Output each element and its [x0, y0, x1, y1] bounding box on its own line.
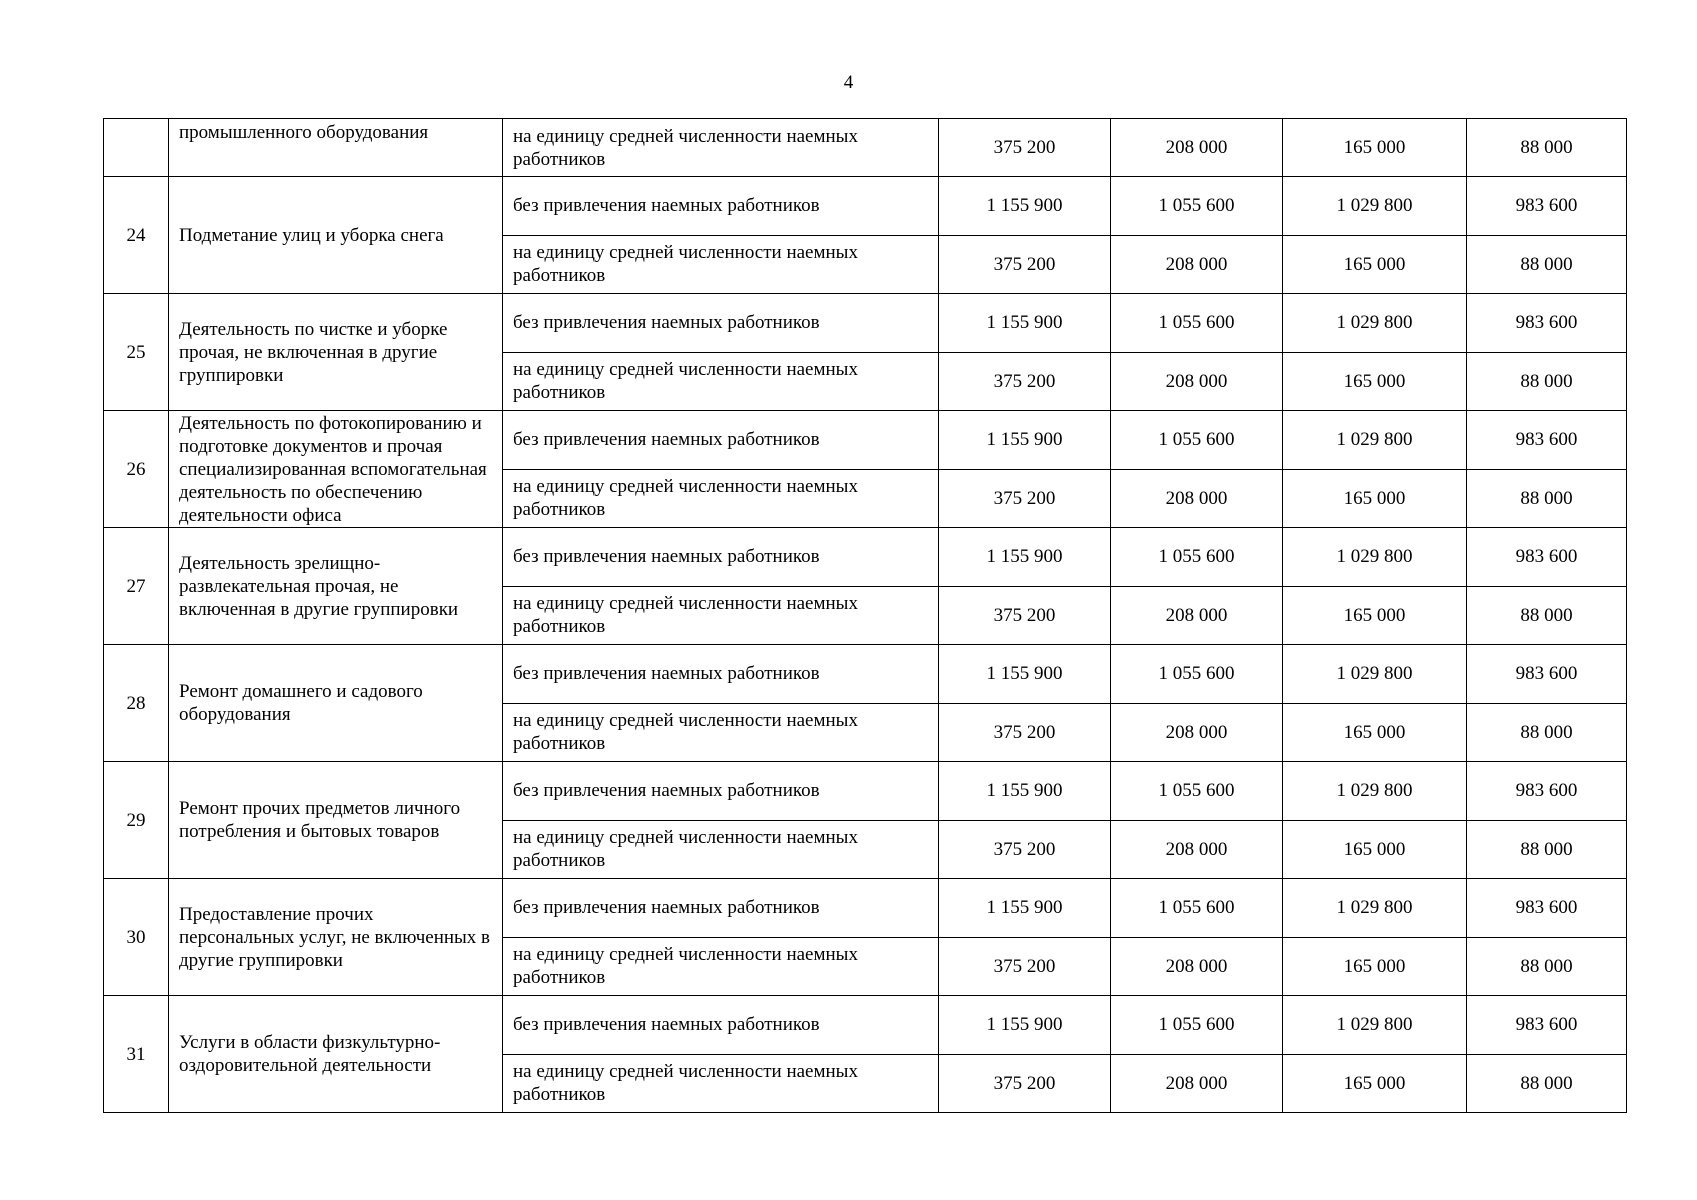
value-cell: 1 155 900 [939, 528, 1111, 587]
value-cell: 1 029 800 [1283, 528, 1467, 587]
value-cell: 983 600 [1467, 645, 1627, 704]
value-cell: 983 600 [1467, 879, 1627, 938]
value-cell: 983 600 [1467, 411, 1627, 470]
value-cell: 1 029 800 [1283, 411, 1467, 470]
value-cell: 208 000 [1111, 469, 1283, 528]
table-row [104, 294, 1627, 353]
activity-cell: Деятельность по фотокопированию и подготовке документов и прочая специализированная вспомогательная деятельность по обеспечению деятельности офиса [169, 411, 503, 528]
activity-cell: промышленного оборудования [169, 119, 503, 177]
table-row [104, 996, 1627, 1055]
value-cell: 1 029 800 [1283, 762, 1467, 821]
value-cell: 1 155 900 [939, 996, 1111, 1055]
value-cell: 165 000 [1283, 469, 1467, 528]
value-cell: 1 029 800 [1283, 294, 1467, 353]
condition-cell: на единицу средней численности наемных работников [503, 235, 939, 294]
value-cell: 165 000 [1283, 937, 1467, 996]
value-cell: 88 000 [1467, 469, 1627, 528]
condition-cell: на единицу средней численности наемных работников [503, 1054, 939, 1113]
condition-cell: без привлечения наемных работников [503, 294, 939, 353]
condition-cell: на единицу средней численности наемных работников [503, 586, 939, 645]
row-number-cell: 26 [104, 411, 169, 528]
row-number-cell: 29 [104, 762, 169, 879]
value-cell: 208 000 [1111, 937, 1283, 996]
condition-cell: без привлечения наемных работников [503, 411, 939, 470]
value-cell: 375 200 [939, 235, 1111, 294]
tariff-table [103, 118, 1627, 1113]
value-cell: 1 055 600 [1111, 645, 1283, 704]
value-cell: 1 029 800 [1283, 879, 1467, 938]
value-cell: 165 000 [1283, 1054, 1467, 1113]
value-cell: 1 029 800 [1283, 645, 1467, 704]
value-cell: 208 000 [1111, 1054, 1283, 1113]
value-cell: 983 600 [1467, 294, 1627, 353]
value-cell: 88 000 [1467, 1054, 1627, 1113]
value-cell: 1 155 900 [939, 879, 1111, 938]
table-row [104, 879, 1627, 938]
table-row [104, 645, 1627, 704]
activity-cell: Ремонт домашнего и садового оборудования [169, 645, 503, 762]
value-cell: 375 200 [939, 586, 1111, 645]
value-cell: 1 055 600 [1111, 294, 1283, 353]
value-cell: 1 155 900 [939, 645, 1111, 704]
value-cell: 165 000 [1283, 352, 1467, 411]
value-cell: 88 000 [1467, 352, 1627, 411]
value-cell: 88 000 [1467, 119, 1627, 177]
value-cell: 983 600 [1467, 528, 1627, 587]
value-cell: 165 000 [1283, 586, 1467, 645]
value-cell: 208 000 [1111, 119, 1283, 177]
condition-cell: без привлечения наемных работников [503, 879, 939, 938]
value-cell: 1 155 900 [939, 411, 1111, 470]
activity-cell: Услуги в области физкультурно-оздоровительной деятельности [169, 996, 503, 1113]
value-cell: 1 155 900 [939, 177, 1111, 236]
value-cell: 208 000 [1111, 235, 1283, 294]
row-number-cell: 27 [104, 528, 169, 645]
value-cell: 983 600 [1467, 996, 1627, 1055]
value-cell: 88 000 [1467, 703, 1627, 762]
activity-cell: Ремонт прочих предметов личного потребления и бытовых товаров [169, 762, 503, 879]
condition-cell: на единицу средней численности наемных работников [503, 820, 939, 879]
table-row [104, 528, 1627, 587]
value-cell: 375 200 [939, 703, 1111, 762]
table-row [104, 177, 1627, 236]
value-cell: 1 055 600 [1111, 879, 1283, 938]
value-cell: 375 200 [939, 119, 1111, 177]
value-cell: 1 029 800 [1283, 996, 1467, 1055]
value-cell: 88 000 [1467, 820, 1627, 879]
row-number-cell: 25 [104, 294, 169, 411]
value-cell: 165 000 [1283, 235, 1467, 294]
row-number-cell: 24 [104, 177, 169, 294]
value-cell: 165 000 [1283, 820, 1467, 879]
value-cell: 88 000 [1467, 586, 1627, 645]
condition-cell: без привлечения наемных работников [503, 645, 939, 704]
condition-cell: на единицу средней численности наемных работников [503, 469, 939, 528]
value-cell: 1 055 600 [1111, 411, 1283, 470]
value-cell: 88 000 [1467, 937, 1627, 996]
value-cell: 165 000 [1283, 119, 1467, 177]
value-cell: 375 200 [939, 469, 1111, 528]
row-number-cell: 31 [104, 996, 169, 1113]
value-cell: 1 055 600 [1111, 528, 1283, 587]
value-cell: 983 600 [1467, 762, 1627, 821]
activity-cell: Деятельность зрелищно-развлекательная прочая, не включенная в другие группировки [169, 528, 503, 645]
value-cell: 88 000 [1467, 235, 1627, 294]
page-number: 4 [843, 72, 854, 93]
value-cell: 375 200 [939, 352, 1111, 411]
row-number-cell [104, 119, 169, 177]
value-cell: 1 055 600 [1111, 762, 1283, 821]
condition-cell: на единицу средней численности наемных работников [503, 703, 939, 762]
condition-cell: на единицу средней численности наемных работников [503, 937, 939, 996]
row-number-cell: 28 [104, 645, 169, 762]
value-cell: 375 200 [939, 937, 1111, 996]
condition-cell: без привлечения наемных работников [503, 762, 939, 821]
condition-cell: без привлечения наемных работников [503, 996, 939, 1055]
condition-cell: без привлечения наемных работников [503, 177, 939, 236]
activity-cell: Подметание улиц и уборка снега [169, 177, 503, 294]
value-cell: 375 200 [939, 1054, 1111, 1113]
value-cell: 1 055 600 [1111, 996, 1283, 1055]
activity-cell: Деятельность по чистке и уборке прочая, не включенная в другие группировки [169, 294, 503, 411]
table-row-continuation [104, 119, 1627, 177]
table-row [104, 411, 1627, 470]
condition-cell: без привлечения наемных работников [503, 528, 939, 587]
value-cell: 1 155 900 [939, 294, 1111, 353]
value-cell: 165 000 [1283, 703, 1467, 762]
row-number-cell: 30 [104, 879, 169, 996]
activity-cell: Предоставление прочих персональных услуг, не включенных в другие группировки [169, 879, 503, 996]
condition-cell: на единицу средней численности наемных работников [503, 352, 939, 411]
value-cell: 1 055 600 [1111, 177, 1283, 236]
condition-cell: на единицу средней численности наемных работников [503, 119, 939, 177]
value-cell: 1 029 800 [1283, 177, 1467, 236]
value-cell: 208 000 [1111, 703, 1283, 762]
value-cell: 208 000 [1111, 586, 1283, 645]
value-cell: 375 200 [939, 820, 1111, 879]
value-cell: 983 600 [1467, 177, 1627, 236]
value-cell: 208 000 [1111, 352, 1283, 411]
table-row [104, 762, 1627, 821]
value-cell: 208 000 [1111, 820, 1283, 879]
value-cell: 1 155 900 [939, 762, 1111, 821]
